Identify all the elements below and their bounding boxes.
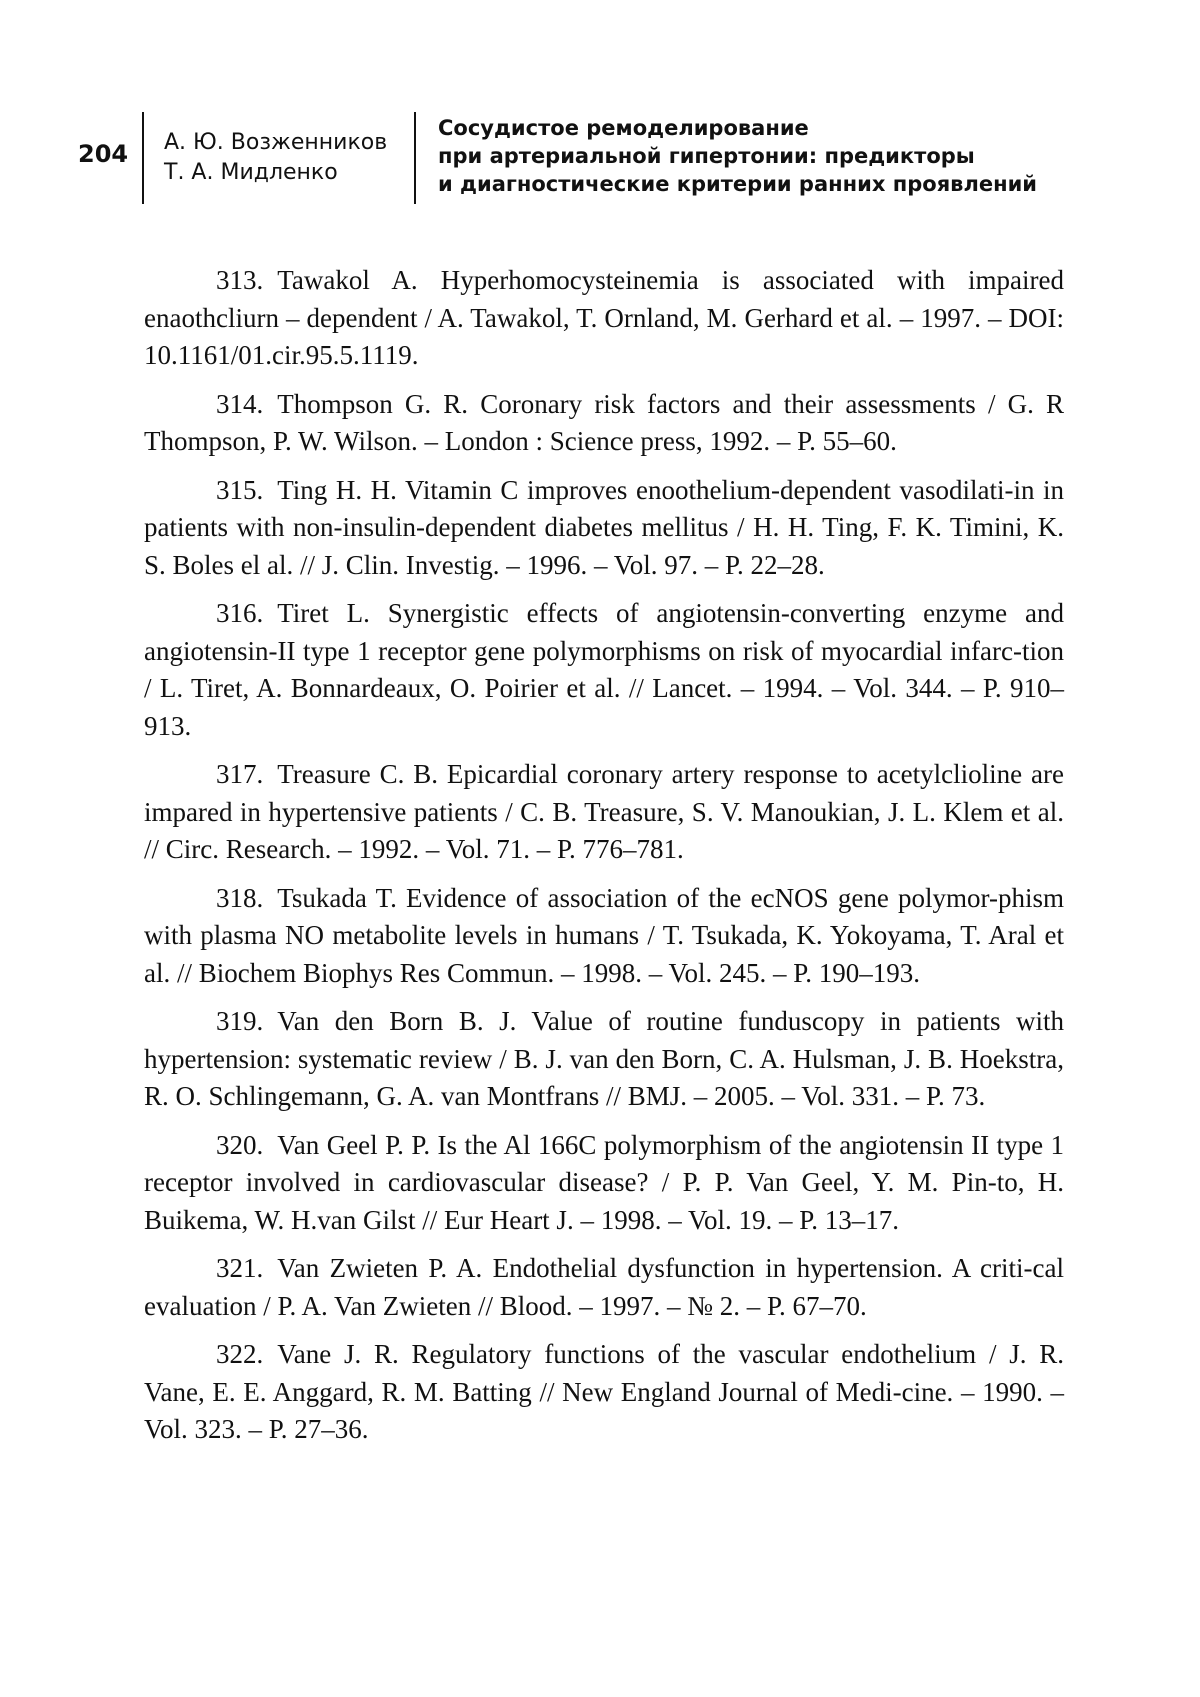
reference-entry	[144, 386, 1064, 461]
reference-entry	[144, 1250, 1064, 1325]
reference-number: 313.	[216, 265, 264, 295]
reference-entry	[144, 595, 1064, 745]
header-divider	[142, 112, 144, 204]
reference-list	[144, 262, 1064, 1460]
header-divider	[414, 112, 416, 204]
reference-number: 321.	[216, 1253, 264, 1283]
page-number: 204	[78, 140, 129, 168]
reference-entry	[144, 880, 1064, 993]
reference-number: 322.	[216, 1339, 264, 1369]
reference-number: 317.	[216, 759, 264, 789]
reference-text: Tiret L. Synergistic effects of angiotensin-converting enzyme and angiotensin-II type 1 receptor gene polymorphisms on risk of myocardial infarc-tion / L. Tiret, A. Bonnardeaux, O. Poirier et al. // Lancet. – 1994. – Vol. 344. – P. 910–913.	[144, 598, 1064, 741]
reference-entry	[144, 472, 1064, 585]
book-title-line: и диагностические критерии ранних проявлений	[438, 172, 1038, 196]
reference-text: Tsukada T. Evidence of association of the ecNOS gene polymor-phism with plasma NO metabolite levels in humans / T. Tsukada, K. Yokoyama, T. Aral et al. // Biochem Biophys Res Commun. – 1998. – Vol. 245. – P. 190–193.	[144, 882, 1064, 988]
reference-entry	[144, 262, 1064, 375]
reference-entry	[144, 1127, 1064, 1240]
book-title-line: Сосудистое ремоделирование	[438, 116, 809, 140]
reference-number: 316.	[216, 598, 264, 628]
book-title-line: при артериальной гипертонии: предикторы	[438, 144, 975, 168]
author-name: Т. А. Мидленко	[164, 160, 338, 185]
reference-number: 314.	[216, 388, 264, 419]
reference-number: 320.	[216, 1129, 264, 1160]
reference-text: Tawakol A. Hyperhomocysteinemia is associated with impaired enaothcliurn – dependent / A. Tawakol, T. Ornland, M. Gerhard et al. – 1997. – DOI: 10.1161/01.cir.95.5.1119.	[144, 265, 1064, 370]
book-title	[438, 114, 1078, 198]
reference-number: 318.	[216, 882, 264, 913]
reference-text: Van Zwieten P. A. Endothelial dysfunction in hypertension. A criti-cal evaluation / P. A. Van Zwieten // Blood. – 1997. – № 2. – P. 67–70.	[144, 1253, 1064, 1321]
header-authors	[164, 128, 404, 188]
reference-text: Vane J. R. Regulatory functions of the vascular endothelium / J. R. Vane, E. E. Anggard, R. M. Batting // New England Journal of Medi-cine. – 1990. – Vol. 323. – P. 27–36.	[144, 1339, 1064, 1444]
reference-number: 315.	[216, 474, 264, 505]
reference-text: Van den Born B. J. Value of routine funduscopy in patients with hypertension: systematic review / B. J. van den Born, C. A. Hulsman, J. B. Hoekstra, R. O. Schlingemann, G. A. van Montfrans // BMJ. – 2005. – Vol. 331. – P. 73.	[144, 1006, 1064, 1111]
reference-text: Van Geel P. P. Is the Al 166C polymorphism of the angiotensin II type 1 receptor involved in cardiovascular disease? / P. P. Van Geel, Y. M. Pin-to, H. Buikema, W. H.van Gilst // Eur Heart J. – 1998. – Vol. 19. – P. 13–17.	[144, 1129, 1064, 1235]
reference-entry	[144, 756, 1064, 869]
reference-text: Treasure C. B. Epicardial coronary artery response to acetylclioline are impared in hypertensive patients / C. B. Treasure, S. V. Manoukian, J. L. Klem et al. // Circ. Research. – 1992. – Vol. 71. – P. 776–781.	[144, 759, 1064, 864]
reference-text: Thompson G. R. Coronary risk factors and their assessments / G. R Thompson, P. W. Wilson. – London : Science press, 1992. – P. 55–60.	[144, 388, 1064, 456]
reference-text: Ting H. H. Vitamin C improves enoothelium-dependent vasodilati-in in patients with non-insulin-dependent diabetes mellitus / H. H. Ting, F. K. Timini, K. S. Boles el al. // J. Clin. Investig. – 1996. – Vol. 97. – P. 22–28.	[144, 474, 1064, 580]
author-name: А. Ю. Возженников	[164, 130, 388, 155]
reference-entry	[144, 1336, 1064, 1449]
reference-entry	[144, 1003, 1064, 1116]
reference-number: 319.	[216, 1006, 264, 1036]
